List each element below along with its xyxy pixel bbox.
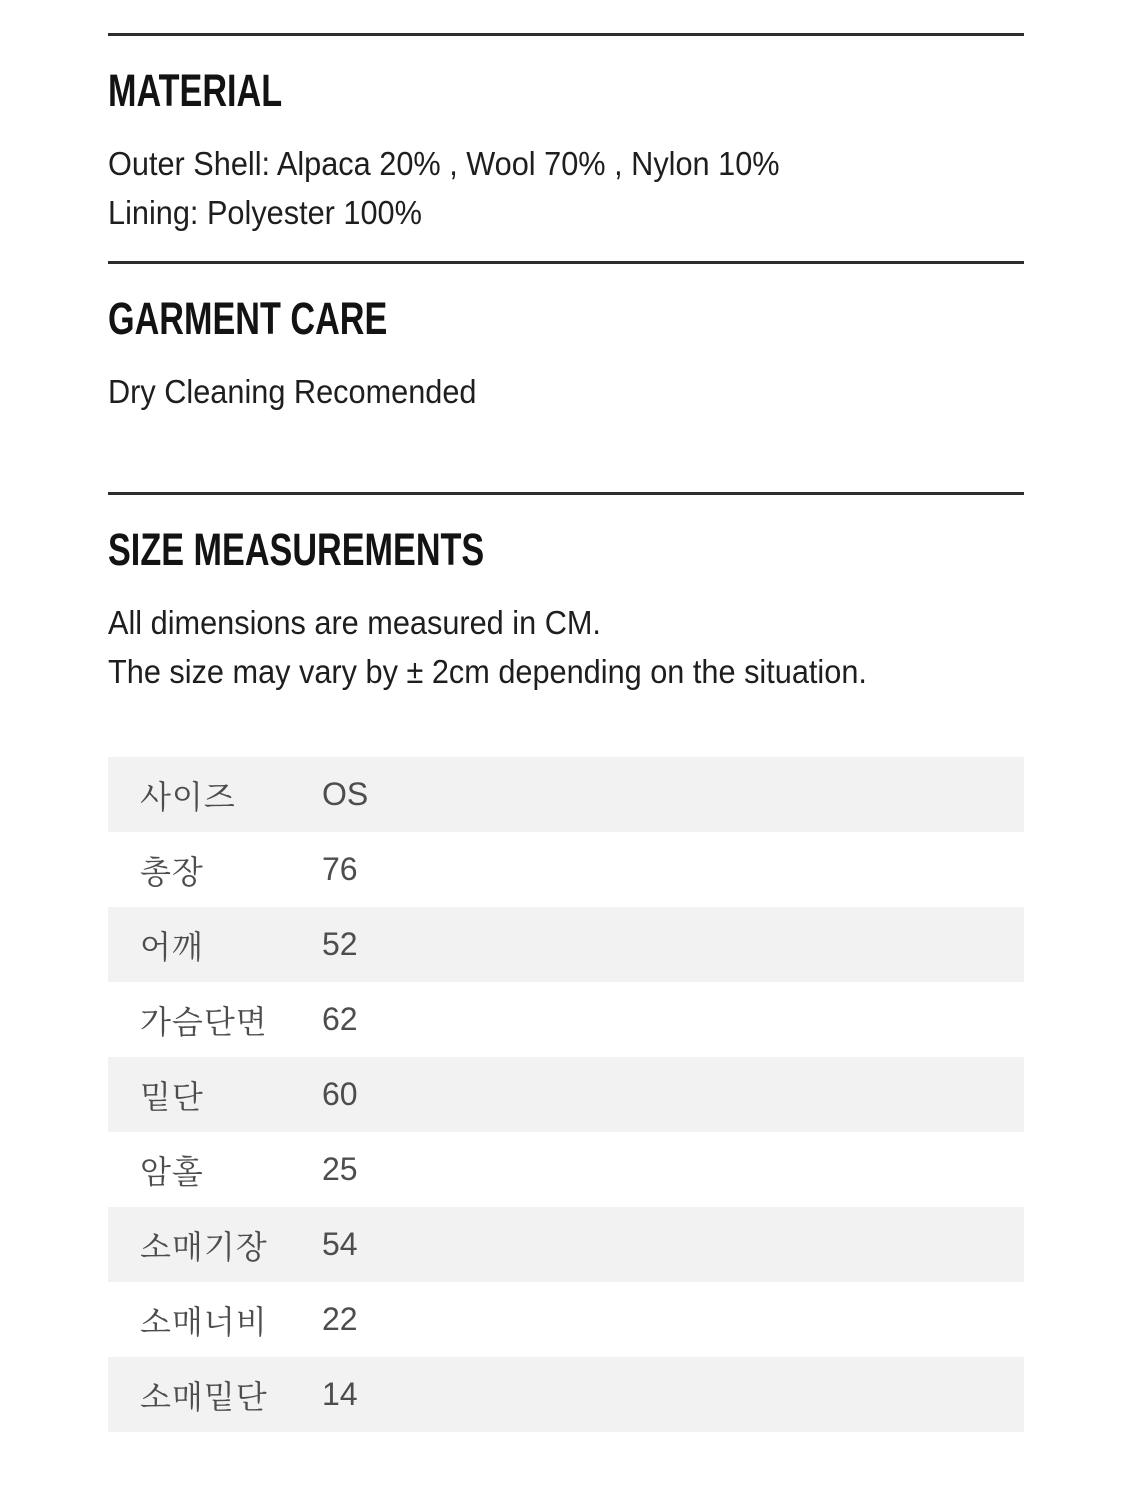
size-value: 60 <box>322 1076 358 1112</box>
table-row <box>108 1282 1024 1357</box>
size-label: 소매너비 <box>140 1303 268 1340</box>
size-label: 소매밑단 <box>140 1378 268 1415</box>
table-row <box>108 757 1024 832</box>
size-value: 54 <box>322 1226 358 1262</box>
garment-care-heading: GARMENT CARE <box>108 293 388 344</box>
table-row <box>108 1057 1024 1132</box>
size-label: 암홀 <box>140 1153 204 1190</box>
table-row <box>108 1132 1024 1207</box>
size-label: 소매기장 <box>140 1228 268 1265</box>
table-row <box>108 1207 1024 1282</box>
size-label: 사이즈 <box>140 778 236 815</box>
size-value: 25 <box>322 1151 358 1187</box>
material-lining-line: Lining: Polyester 100% <box>108 194 422 231</box>
section-material <box>108 33 1024 237</box>
material-heading: MATERIAL <box>108 65 283 116</box>
section-divider <box>108 261 1024 264</box>
size-label: 어깨 <box>140 928 204 965</box>
size-label: 가슴단면 <box>140 1003 268 1040</box>
table-row <box>108 907 1024 982</box>
size-label: 총장 <box>140 853 204 890</box>
table-row <box>108 982 1024 1057</box>
size-value: OS <box>322 776 369 812</box>
table-row <box>108 832 1024 907</box>
size-value: 22 <box>322 1301 358 1337</box>
material-outer-shell-line: Outer Shell: Alpaca 20% , Wool 70% , Nylon 10% <box>108 145 780 182</box>
size-measurements-note-variance: The size may vary by ± 2cm depending on the situation. <box>108 653 867 690</box>
section-garment-care <box>108 261 1024 416</box>
size-measurements-note-cm: All dimensions are measured in CM. <box>108 604 601 641</box>
size-value: 52 <box>322 926 358 962</box>
size-value: 14 <box>322 1376 358 1412</box>
size-value: 76 <box>322 851 358 887</box>
table-row <box>108 1357 1024 1432</box>
section-divider <box>108 492 1024 495</box>
product-detail-content <box>108 0 1024 1432</box>
section-size-measurements <box>108 492 1024 1432</box>
size-value: 62 <box>322 1001 358 1037</box>
size-table <box>108 757 1024 1432</box>
garment-care-line: Dry Cleaning Recomended <box>108 373 477 410</box>
section-divider <box>108 33 1024 36</box>
size-measurements-heading: SIZE MEASUREMENTS <box>108 524 485 575</box>
size-label: 밑단 <box>140 1078 204 1115</box>
